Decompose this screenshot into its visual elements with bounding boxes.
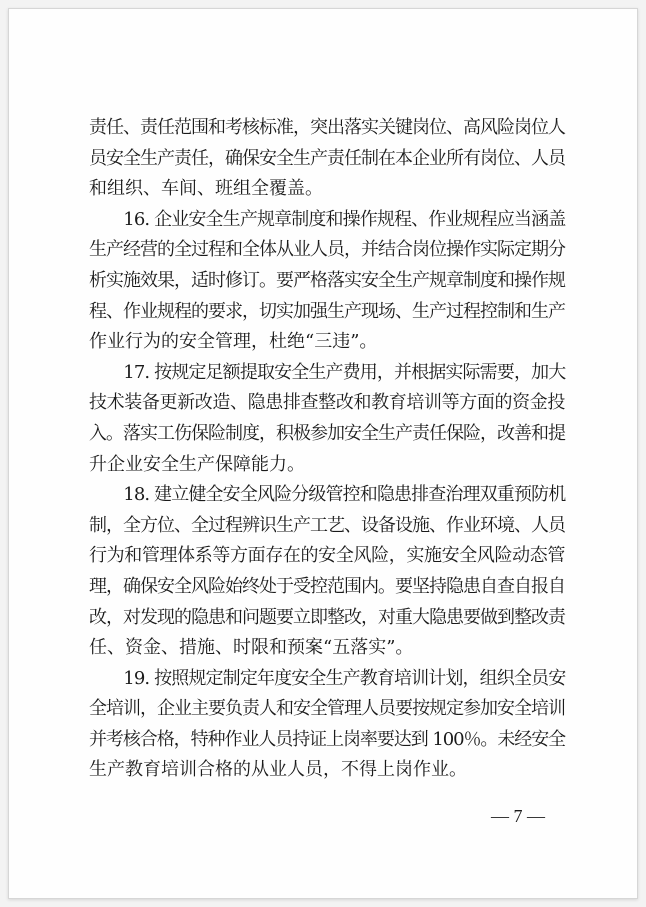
text-line: 程、作业规程的要求，切实加强生产现场、生产过程控制和生产 [89, 300, 565, 322]
text-line: 入。落实工伤保险制度，积极参加安全生产责任保险，改善和提 [89, 422, 565, 444]
body-text [89, 113, 565, 786]
text-line: 理，确保安全风险始终处于受控范围内。要坚持隐患自查自报自 [89, 575, 565, 597]
text-line: 制，全方位、全过程辨识生产工艺、设备设施、作业环境、人员 [89, 514, 565, 536]
text-line: 并考核合格，特种作业人员持证上岗率要达到 100％。未经安全 [89, 728, 566, 750]
text-line: 升企业安全生产保障能力。 [89, 453, 305, 475]
text-line: 生产经营的全过程和全体从业人员，并结合岗位操作实际定期分 [89, 239, 565, 261]
text-line: 17. 按规定足额提取安全生产费用，并根据实际需要，加大 [89, 361, 566, 383]
text-line: 19. 按照规定制定年度安全生产教育培训计划，组织全员安 [89, 667, 566, 689]
text-line: 生产教育培训合格的从业人员，不得上岗作业。 [89, 759, 467, 781]
text-line: 16. 企业安全生产规章制度和操作规程、作业规程应当涵盖 [89, 208, 566, 230]
text-line: 析实施效果，适时修订。要严格落实安全生产规章制度和操作规 [89, 269, 565, 291]
text-line: 全培训，企业主要负责人和安全管理人员要按规定参加安全培训 [89, 698, 565, 720]
text-line: 技术装备更新改造、隐患排查整改和教育培训等方面的资金投 [89, 392, 565, 414]
text-line: 改，对发现的隐患和问题要立即整改，对重大隐患要做到整改责 [89, 606, 565, 628]
text-line: 和组织、车间、班组全覆盖。 [89, 178, 323, 200]
text-line: 员安全生产责任，确保安全生产责任制在本企业所有岗位、人员 [89, 147, 565, 169]
text-line: 任、资金、措施、时限和预案“五落实”。 [89, 637, 414, 659]
text-line: 行为和管理体系等方面存在的安全风险，实施安全风险动态管 [89, 545, 565, 567]
page-number: — 7 — [491, 806, 545, 826]
text-line: 18. 建立健全安全风险分级管控和隐患排查治理双重预防机 [89, 484, 566, 506]
document-page [8, 8, 638, 899]
text-line: 作业行为的安全管理，杜绝“三违”。 [89, 331, 378, 353]
text-line: 责任、责任范围和考核标准，突出落实关键岗位、高风险岗位人 [89, 117, 565, 138]
